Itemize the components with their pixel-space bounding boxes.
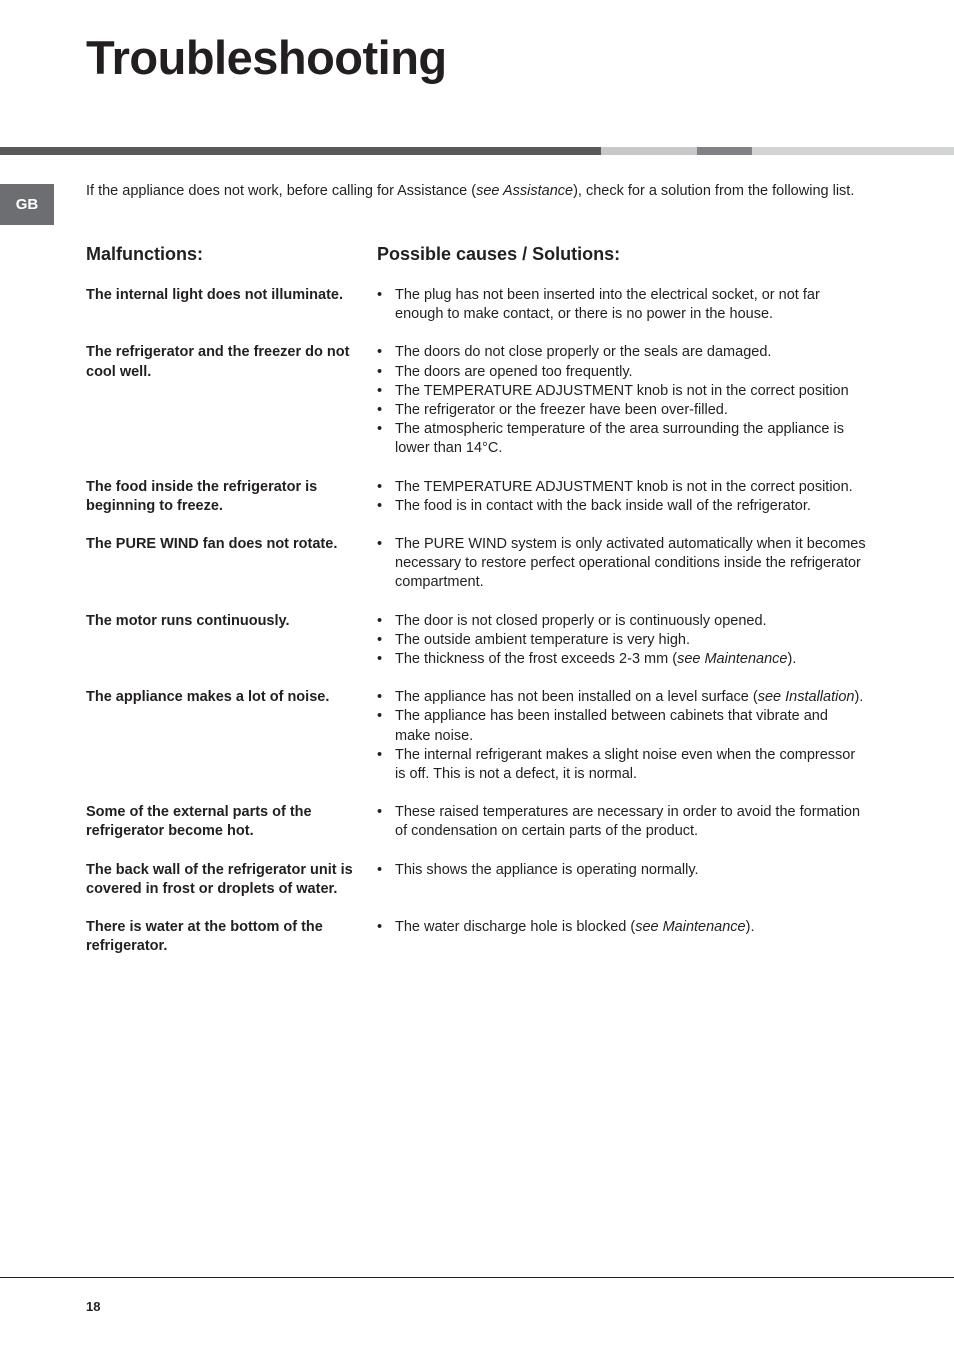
cause-reference: see Maintenance xyxy=(677,651,788,668)
cause-item xyxy=(377,631,867,650)
cause-text: The doors are opened too frequently. xyxy=(395,363,633,380)
causes-list xyxy=(377,612,867,670)
cause-text-end: ). xyxy=(745,919,755,936)
cause-text: The TEMPERATURE ADJUSTMENT knob is not in the correct position. xyxy=(395,478,853,495)
cause-item xyxy=(377,707,867,745)
cause-item xyxy=(377,420,867,458)
table-row xyxy=(86,918,886,956)
cause-text: The PURE WIND system is only activated automatically when it becomes necessary to restore perfect operational conditions inside the refrigerator compartment. xyxy=(395,536,866,591)
intro-after: ), check for a solution from the following list. xyxy=(573,183,855,199)
cause-text: The food is in contact with the back inside wall of the refrigerator. xyxy=(395,497,811,514)
table-row xyxy=(86,612,886,670)
malfunction-label: The food inside the refrigerator is beginning to freeze. xyxy=(86,478,318,514)
malfunction-label: There is water at the bottom of the refrigerator. xyxy=(86,919,323,955)
page-title: Troubleshooting xyxy=(86,31,447,84)
cause-text: The thickness of the frost exceeds 2-3 mm ( xyxy=(395,651,678,668)
cause-item xyxy=(377,286,867,324)
header-divider-dark xyxy=(0,147,601,155)
malfunction-label: The back wall of the refrigerator unit is covered in frost or droplets of water. xyxy=(86,861,353,897)
page-number: 18 xyxy=(86,1299,101,1314)
cause-text: The door is not closed properly or is continuously opened. xyxy=(395,612,767,629)
malfunctions-heading: Malfunctions: xyxy=(86,244,203,264)
cause-item xyxy=(377,650,867,669)
intro-reference: see Assistance xyxy=(476,183,574,199)
intro-before: If the appliance does not work, before calling for Assistance ( xyxy=(86,183,477,199)
troubleshooting-table xyxy=(86,286,886,975)
causes-list xyxy=(377,803,867,841)
cause-text: The water discharge hole is blocked ( xyxy=(395,919,636,936)
cause-text: The refrigerator or the freezer have been over-filled. xyxy=(395,402,728,419)
cause-text-end: ). xyxy=(854,689,864,706)
cause-reference: see Maintenance xyxy=(635,919,746,936)
causes-list xyxy=(377,478,867,516)
cause-item xyxy=(377,918,867,937)
cause-item xyxy=(377,535,867,593)
cause-text: This shows the appliance is operating normally. xyxy=(395,861,699,878)
cause-item xyxy=(377,382,867,401)
cause-text: The appliance has not been installed on a level surface ( xyxy=(395,689,758,706)
cause-text: These raised temperatures are necessary in order to avoid the formation of condensation on certain parts of the product. xyxy=(395,804,861,840)
cause-text: The internal refrigerant makes a slight noise even when the compressor is off. This is not a defect, it is normal. xyxy=(395,746,856,783)
cause-text: The outside ambient temperature is very high. xyxy=(395,631,690,648)
cause-text: The appliance has been installed between cabinets that vibrate and make noise. xyxy=(395,708,828,744)
cause-item xyxy=(377,343,867,362)
table-row xyxy=(86,478,886,516)
malfunction-label: The refrigerator and the freezer do not cool well. xyxy=(86,344,350,380)
table-row xyxy=(86,286,886,324)
header-divider-pale xyxy=(752,147,954,155)
causes-list xyxy=(377,535,867,593)
cause-text: The plug has not been inserted into the electrical socket, or not far enough to make contact, or there is no power in the house. xyxy=(395,287,820,323)
header-divider-mid xyxy=(697,147,752,155)
causes-heading: Possible causes / Solutions: xyxy=(377,244,621,264)
cause-item xyxy=(377,478,867,497)
table-row xyxy=(86,535,886,593)
table-row xyxy=(86,803,886,841)
cause-item xyxy=(377,363,867,382)
intro-text xyxy=(86,182,926,201)
cause-item xyxy=(377,861,867,880)
cause-text: The atmospheric temperature of the area surrounding the appliance is lower than 14°C. xyxy=(395,421,844,457)
table-row xyxy=(86,688,886,784)
language-tab: GB xyxy=(0,184,54,225)
table-row xyxy=(86,861,886,899)
malfunction-label: The motor runs continuously. xyxy=(86,612,290,629)
causes-list xyxy=(377,343,867,458)
causes-list xyxy=(377,688,867,784)
causes-list xyxy=(377,861,867,899)
causes-list xyxy=(377,918,867,956)
causes-list xyxy=(377,286,867,324)
header-divider-light xyxy=(601,147,697,155)
table-row xyxy=(86,343,886,458)
cause-item xyxy=(377,746,867,784)
cause-item xyxy=(377,401,867,420)
malfunction-label: The internal light does not illuminate. xyxy=(86,287,343,303)
malfunction-label: Some of the external parts of the refrigerator become hot. xyxy=(86,804,312,840)
malfunction-label: The appliance makes a lot of noise. xyxy=(86,689,330,706)
cause-item xyxy=(377,803,867,841)
cause-text: The doors do not close properly or the seals are damaged. xyxy=(395,344,772,361)
cause-text-end: ). xyxy=(787,651,797,668)
cause-reference: see Installation xyxy=(757,689,855,706)
malfunction-label: The PURE WIND fan does not rotate. xyxy=(86,536,338,553)
cause-item xyxy=(377,497,867,516)
footer-divider xyxy=(0,1277,954,1278)
cause-text: The TEMPERATURE ADJUSTMENT knob is not in the correct position xyxy=(395,382,849,399)
cause-item xyxy=(377,688,867,707)
cause-item xyxy=(377,612,867,631)
